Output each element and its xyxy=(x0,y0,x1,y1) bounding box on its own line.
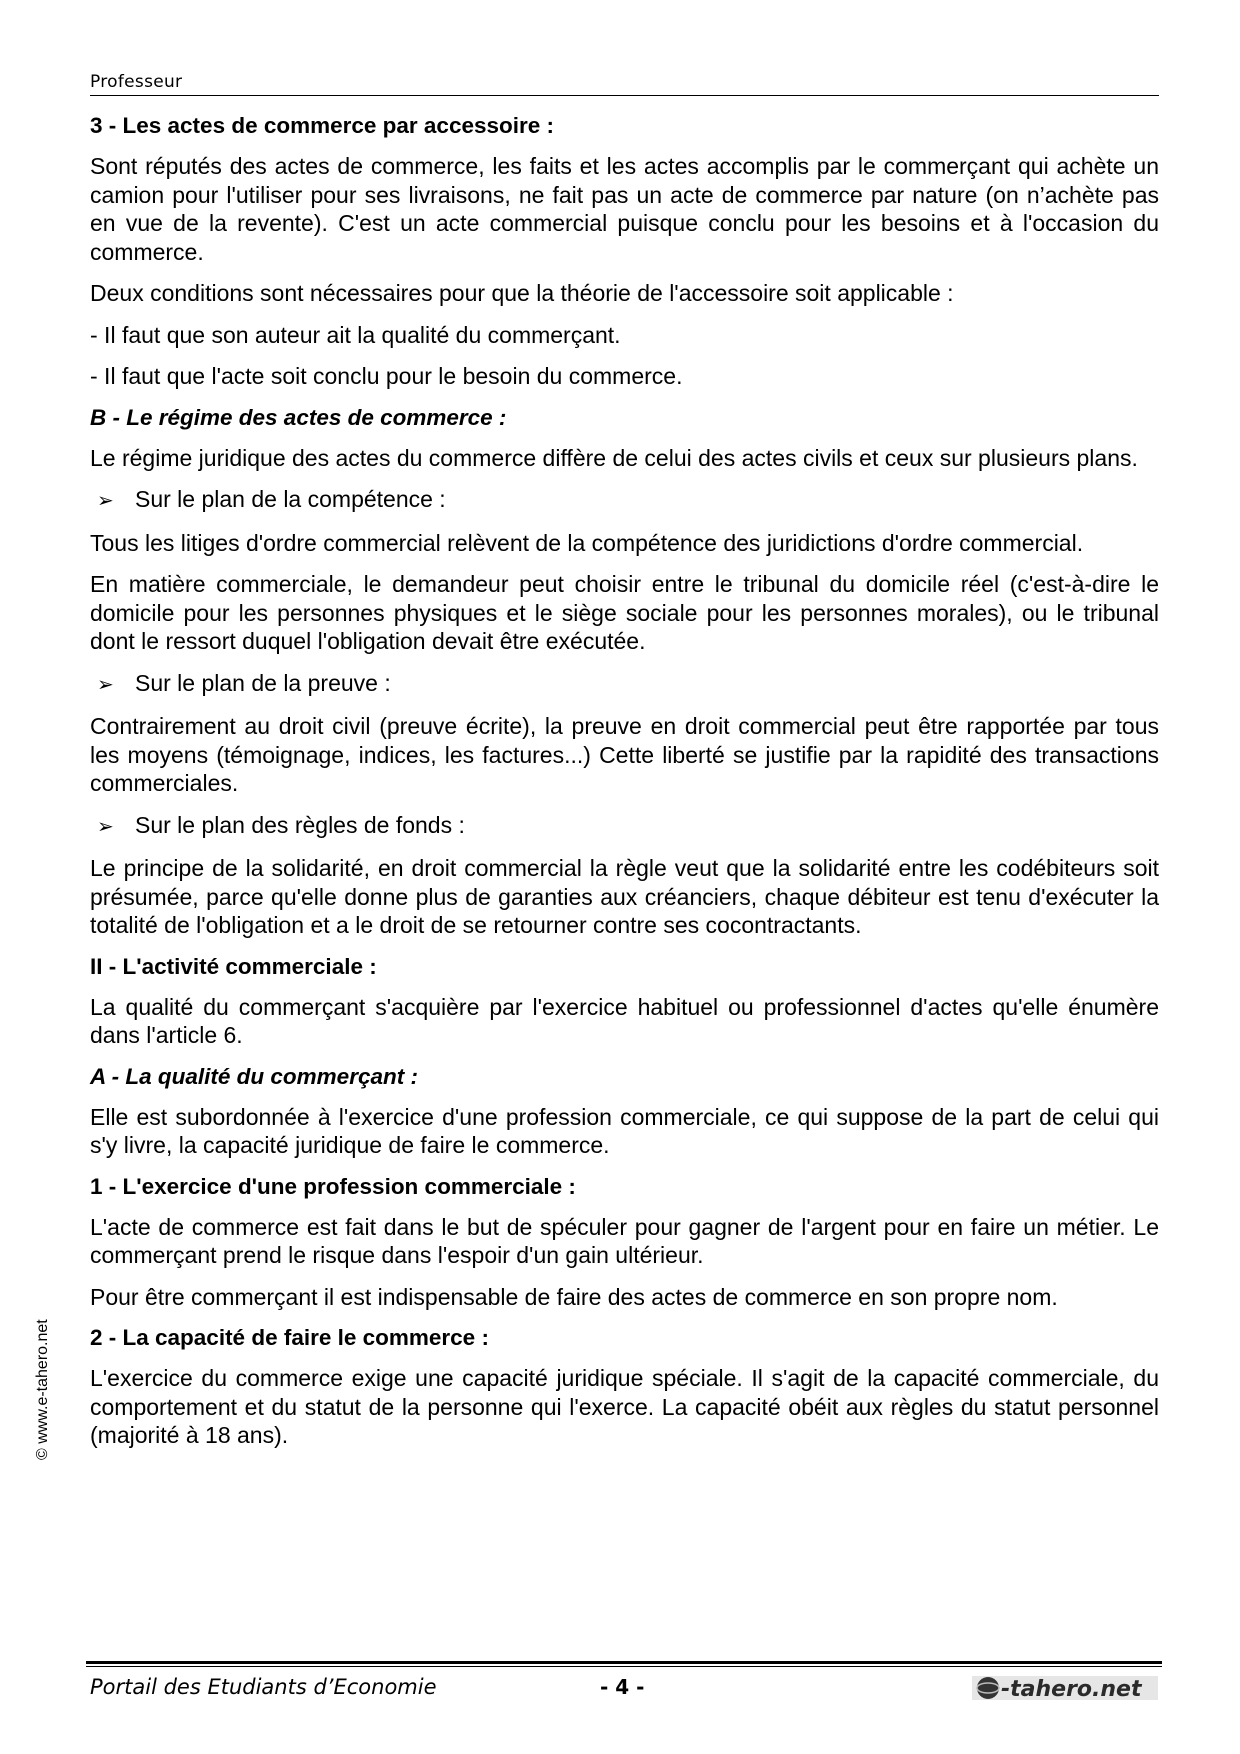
paragraph: Le principe de la solidarité, en droit commercial la règle veut que la solidarité entre les codébiteurs soit présumée, parce qu'elle donne plus de garanties aux créanciers, chaque débiteur est tenu d'exécuter la totalité de l'obligation et a le droit de se retourner contre ses cocontractants. xyxy=(90,855,1159,938)
document-body xyxy=(90,112,1159,1463)
arrow-bullet-icon: ➢ xyxy=(97,490,114,512)
logo-text: -tahero.net xyxy=(1001,1677,1142,1702)
header-divider xyxy=(90,95,1159,96)
page-header-label: Professeur xyxy=(90,72,183,92)
paragraph: Elle est subordonnée à l'exercice d'une profession commerciale, ce qui suppose de la part de celui qui s'y livre, la capacité juridique de faire le commerce. xyxy=(90,1103,1159,1158)
bullet-item xyxy=(90,669,1159,700)
bullet-text: Sur le plan des règles de fonds : xyxy=(135,811,465,838)
footer-portal-title: Portail des Etudiants d’Economie xyxy=(90,1675,437,1699)
paragraph: - Il faut que l'acte soit conclu pour le besoin du commerce. xyxy=(90,363,683,389)
footer-divider-thin xyxy=(86,1666,1162,1667)
section-heading-b: B - Le régime des actes de commerce : xyxy=(90,404,507,430)
site-logo xyxy=(972,1670,1158,1704)
side-watermark: © www.e-tahero.net xyxy=(34,1319,51,1460)
bullet-item xyxy=(90,485,1159,516)
bullet-text: Sur le plan de la preuve : xyxy=(135,669,391,696)
section-heading-2: 2 - La capacité de faire le commerce : xyxy=(90,1325,489,1350)
section-heading-ii: II - L'activité commerciale : xyxy=(90,953,377,979)
footer-divider xyxy=(86,1661,1162,1664)
arrow-bullet-icon: ➢ xyxy=(97,673,114,696)
paragraph: En matière commerciale, le demandeur peut choisir entre le tribunal du domicile réel (c'est-à-dire le domicile pour les personnes physiques et le siège sociale pour les personnes morales), ou le tribunal dont le ressort duquel l'obligation devait être exécutée. xyxy=(90,571,1159,654)
section-heading-3: 3 - Les actes de commerce par accessoire : xyxy=(90,113,555,138)
paragraph: La qualité du commerçant s'acquière par l'exercice habituel ou professionnel d'actes qu'elle énumère dans l'article 6. xyxy=(90,993,1159,1048)
paragraph: - Il faut que son auteur ait la qualité du commerçant. xyxy=(90,321,621,348)
page-number: - 4 - xyxy=(600,1675,645,1699)
paragraph: L'exercice du commerce exige une capacité juridique spéciale. Il s'agit de la capacité commerciale, du comportement et du statut de la personne qui l'exerce. La capacité obéit aux règles du statut personnel (majorité à 18 ans). xyxy=(90,1365,1159,1448)
paragraph: Deux conditions sont nécessaires pour que la théorie de l'accessoire soit applicable : xyxy=(90,280,954,306)
section-heading-1: 1 - L'exercice d'une profession commerciale : xyxy=(90,1173,576,1199)
paragraph: L'acte de commerce est fait dans le but de spéculer pour gagner de l'argent pour en faire un métier. Le commerçant prend le risque dans l'espoir d'un gain ultérieur. xyxy=(90,1213,1159,1268)
logo-globe-icon xyxy=(977,1677,999,1699)
paragraph: Le régime juridique des actes du commerce diffère de celui des actes civils et ceux sur plusieurs plans. xyxy=(90,444,1138,471)
paragraph: Tous les litiges d'ordre commercial relèvent de la compétence des juridictions d'ordre commercial. xyxy=(90,529,1084,556)
paragraph: Contrairement au droit civil (preuve écrite), la preuve en droit commercial peut être rapportée par tous les moyens (témoignage, indices, les factures...) Cette liberté se justifie par la rapidité des transactions commerciales. xyxy=(90,713,1159,796)
arrow-bullet-icon: ➢ xyxy=(97,815,114,838)
bullet-text: Sur le plan de la compétence : xyxy=(135,486,446,512)
bullet-item xyxy=(90,811,1159,842)
section-heading-a: A - La qualité du commerçant : xyxy=(90,1063,418,1089)
paragraph: Sont réputés des actes de commerce, les faits et les actes accomplis par le commerçant qui achète un camion pour l'utiliser pour ses livraisons, ne fait pas un acte de commerce par nature (on n’achète pas en vue de la revente). C'est un acte commercial puisque conclu pour les besoins et à l'occasion du commerce. xyxy=(90,153,1159,265)
paragraph: Pour être commerçant il est indispensable de faire des actes de commerce en son propre nom. xyxy=(90,1283,1058,1310)
